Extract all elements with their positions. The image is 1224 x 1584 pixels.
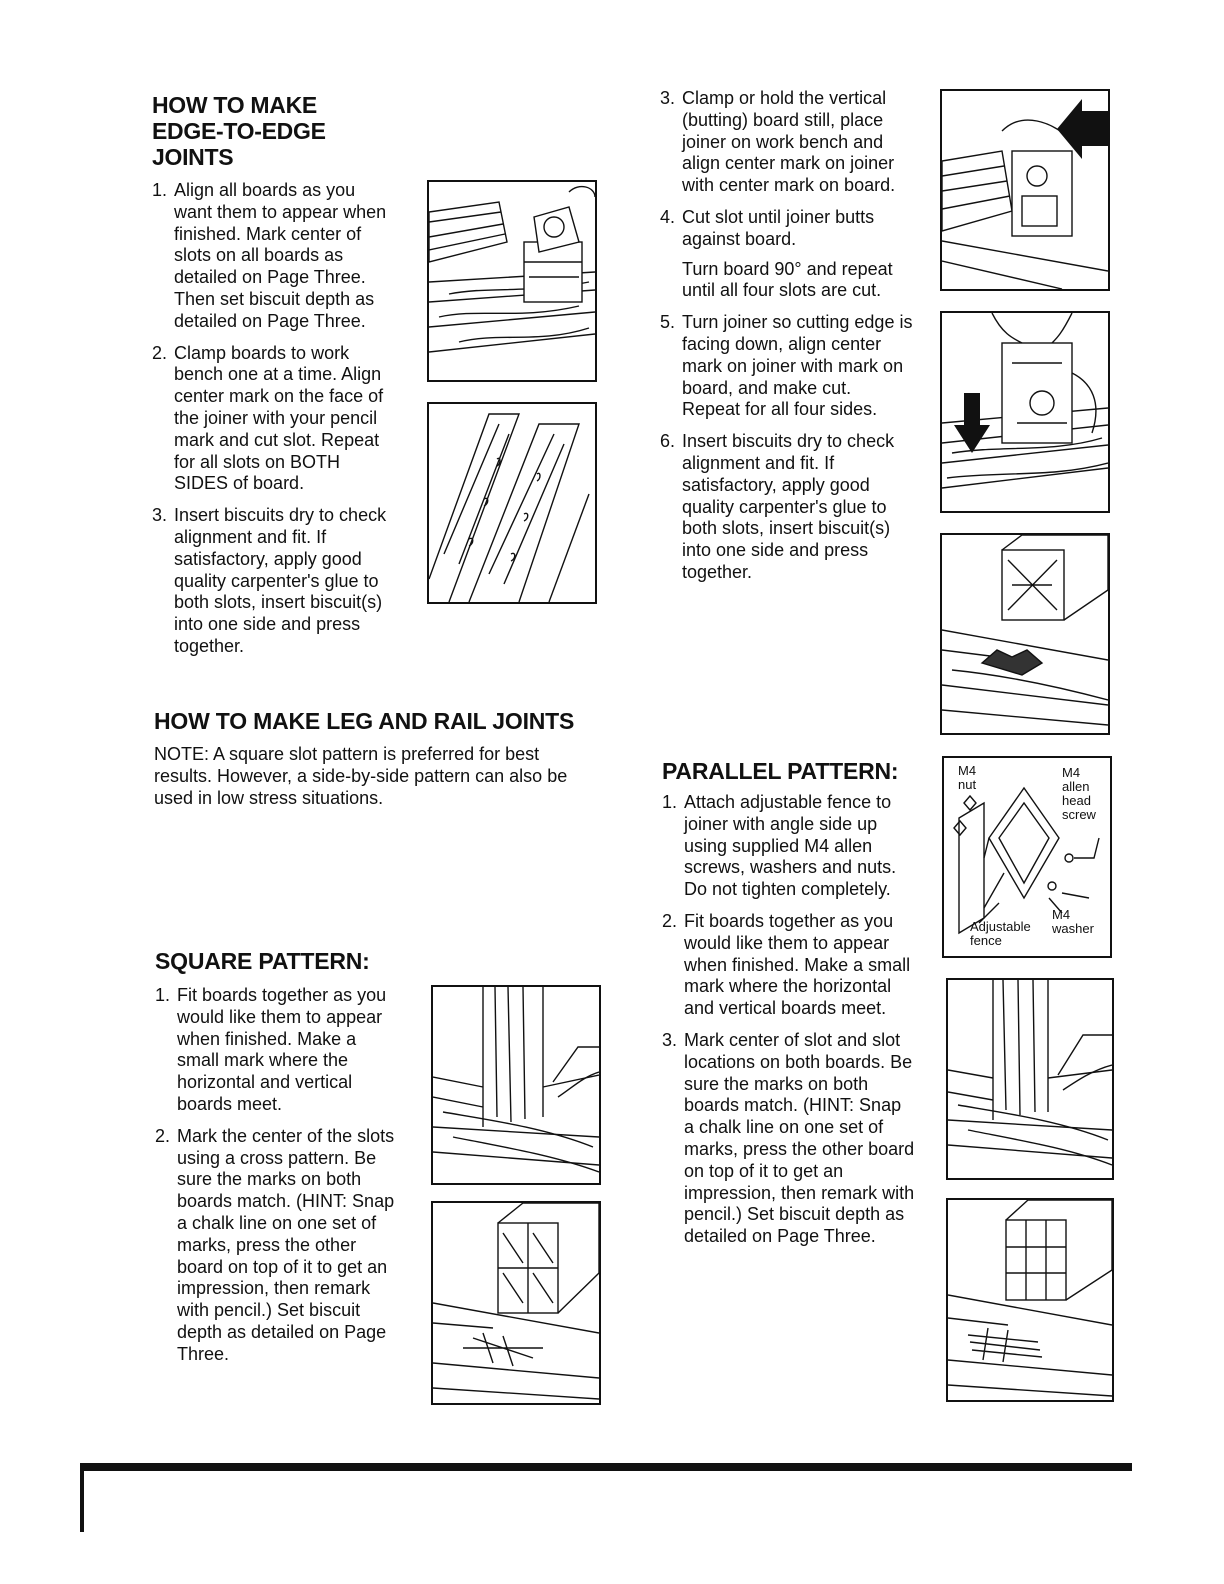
marking-square-joint-drawing (433, 987, 599, 1183)
down-arrow-icon (954, 393, 990, 453)
step-text: Clamp or hold the vertical (butting) board still, place joiner on work bench and align center mark on joiner with center mark on board. (682, 88, 896, 196)
bottom-page-rule (80, 1463, 1132, 1471)
label-line: allen (1062, 779, 1090, 794)
butting-step-5 (660, 312, 914, 421)
label-line: fence (970, 933, 1002, 948)
direction-arrow-icon (1057, 99, 1108, 159)
parallel-marks-illustration (946, 1198, 1114, 1402)
label-line: head (1062, 793, 1091, 808)
parallel-step-1 (662, 792, 916, 901)
parallel-step-3 (662, 1030, 916, 1248)
adjustable-fence-diagram (942, 756, 1112, 958)
cross-pattern-marks-drawing (433, 1203, 599, 1403)
square-step-2 (155, 1126, 399, 1366)
edge-step-2 (152, 343, 398, 496)
edge-heading-line-1: HOW TO MAKE (152, 92, 317, 118)
label-line: M4 (958, 763, 977, 778)
step-number: 2. (662, 910, 678, 931)
parallel-heading: PARALLEL PATTERN: (662, 758, 899, 784)
edge-heading-line-2: EDGE-TO-EDGE (152, 118, 326, 144)
edge-heading (152, 92, 412, 170)
boards-with-slots-drawing (429, 404, 595, 602)
step-text: Fit boards together as you would like them to appear when finished. Make a small mark where the horizontal and vertical boards meet. (684, 910, 911, 1019)
step-number: 1. (155, 985, 171, 1005)
step-text: Align all boards as you want them to appear when finished. Mark center of slots on all boards as detailed on Page Three. Then set biscuit depth as detailed on Page Three. (174, 180, 387, 331)
marking-square-joint-illustration (431, 985, 601, 1185)
label-line: screw (1062, 807, 1096, 822)
joiner-against-vertical-board-illustration (940, 89, 1110, 291)
square-heading: SQUARE PATTERN: (155, 948, 370, 974)
edge-step-3 (152, 505, 398, 658)
step-number: 3. (662, 1029, 678, 1050)
butting-step-3 (660, 88, 914, 197)
step-text: Turn joiner so cutting edge is facing down, align center mark on joiner with mark on board, and make cut. Repeat for all four sides. (682, 312, 913, 420)
m4-allen-screw-label (1062, 766, 1096, 822)
cross-pattern-marks-illustration (431, 1201, 601, 1405)
label-line: M4 (1062, 765, 1081, 780)
step-number: 3. (660, 88, 676, 108)
joiner-against-vertical-board-drawing (942, 91, 1108, 289)
legrail-heading: HOW TO MAKE LEG AND RAIL JOINTS (154, 708, 575, 734)
step-number: 2. (152, 342, 168, 363)
edge-steps-list (152, 180, 398, 668)
square-step-1 (155, 985, 399, 1116)
step-number: 6. (660, 431, 676, 452)
adjustable-fence-label (970, 920, 1031, 948)
step-number: 2. (155, 1125, 171, 1146)
joiner-cutting-board-drawing (429, 182, 595, 380)
step-subtext: Turn board 90° and repeat until all four slots are cut. (682, 258, 893, 301)
step-text: Clamp boards to work bench one at a time. Align center mark on the face of the joiner with your pencil mark and cut slot. Repeat for all slots on BOTH SIDES of board. (174, 342, 384, 494)
label-line: washer (1052, 921, 1094, 936)
step-number: 1. (662, 792, 678, 812)
block-with-biscuits-illustration (940, 533, 1110, 735)
parallel-step-2 (662, 911, 916, 1020)
step-text: Attach adjustable fence to joiner with angle side up using supplied M4 allen screws, washers and nuts. Do not tighten completely. (684, 792, 897, 900)
butting-steps-list (660, 88, 914, 594)
joiner-facing-down-illustration (940, 311, 1110, 513)
square-steps-list (155, 985, 399, 1376)
step-number: 5. (660, 312, 676, 333)
edge-heading-line-3: JOINTS (152, 144, 234, 170)
label-line: Adjustable (970, 919, 1031, 934)
parallel-marks-drawing (948, 1200, 1112, 1400)
legrail-note: NOTE: A square slot pattern is preferred for best results. However, a side-by-side pattern can also be used in low stress situations. (154, 744, 568, 808)
label-line: M4 (1052, 907, 1071, 922)
marking-parallel-joint-drawing (948, 980, 1112, 1178)
boards-with-slots-illustration (427, 402, 597, 604)
step-text: Mark center of slot and slot locations on both boards. Be sure the marks on both boards match. (HINT: Snap a chalk line on one set of marks, press the other board on top of it to get an impression, then remark with pencil.) Set biscuit depth as detailed on Page Three. (684, 1029, 915, 1247)
parallel-steps-list (662, 792, 916, 1258)
step-text: Insert biscuits dry to check alignment and fit. If satisfactory, apply good quality carpenter's glue to both slots, insert biscuit(s) into one side and press together. (682, 431, 895, 582)
marking-parallel-joint-illustration (946, 978, 1114, 1180)
step-number: 3. (152, 505, 168, 526)
joiner-cutting-board-illustration (427, 180, 597, 382)
step-number: 4. (660, 206, 676, 227)
step-number: 1. (152, 180, 168, 200)
m4-nut-label (958, 764, 976, 792)
label-line: nut (958, 777, 977, 792)
butting-step-6 (660, 431, 914, 584)
edge-step-1 (152, 180, 398, 333)
step-text: Cut slot until joiner butts against board. (682, 206, 875, 249)
butting-step-4 (660, 207, 914, 302)
step-text: Fit boards together as you would like them to appear when finished. Make a small mark where the horizontal and vertical boards meet. (177, 985, 387, 1114)
step-text: Mark the center of the slots using a cross pattern. Be sure the marks on both boards match. (HINT: Snap a chalk line on one set of marks, press the other board on top of it to get an impression, then remark with pencil.) Set biscuit depth as detailed on Page Three. (177, 1125, 395, 1364)
step-text: Insert biscuits dry to check alignment and fit. If satisfactory, apply good quality carpenter's glue to both slots, insert biscuit(s) into one side and press together. (174, 505, 387, 656)
m4-washer-label (1052, 908, 1094, 936)
left-margin-rule (80, 1466, 84, 1532)
joiner-facing-down-drawing (942, 313, 1108, 511)
block-with-biscuits-drawing (942, 535, 1108, 733)
